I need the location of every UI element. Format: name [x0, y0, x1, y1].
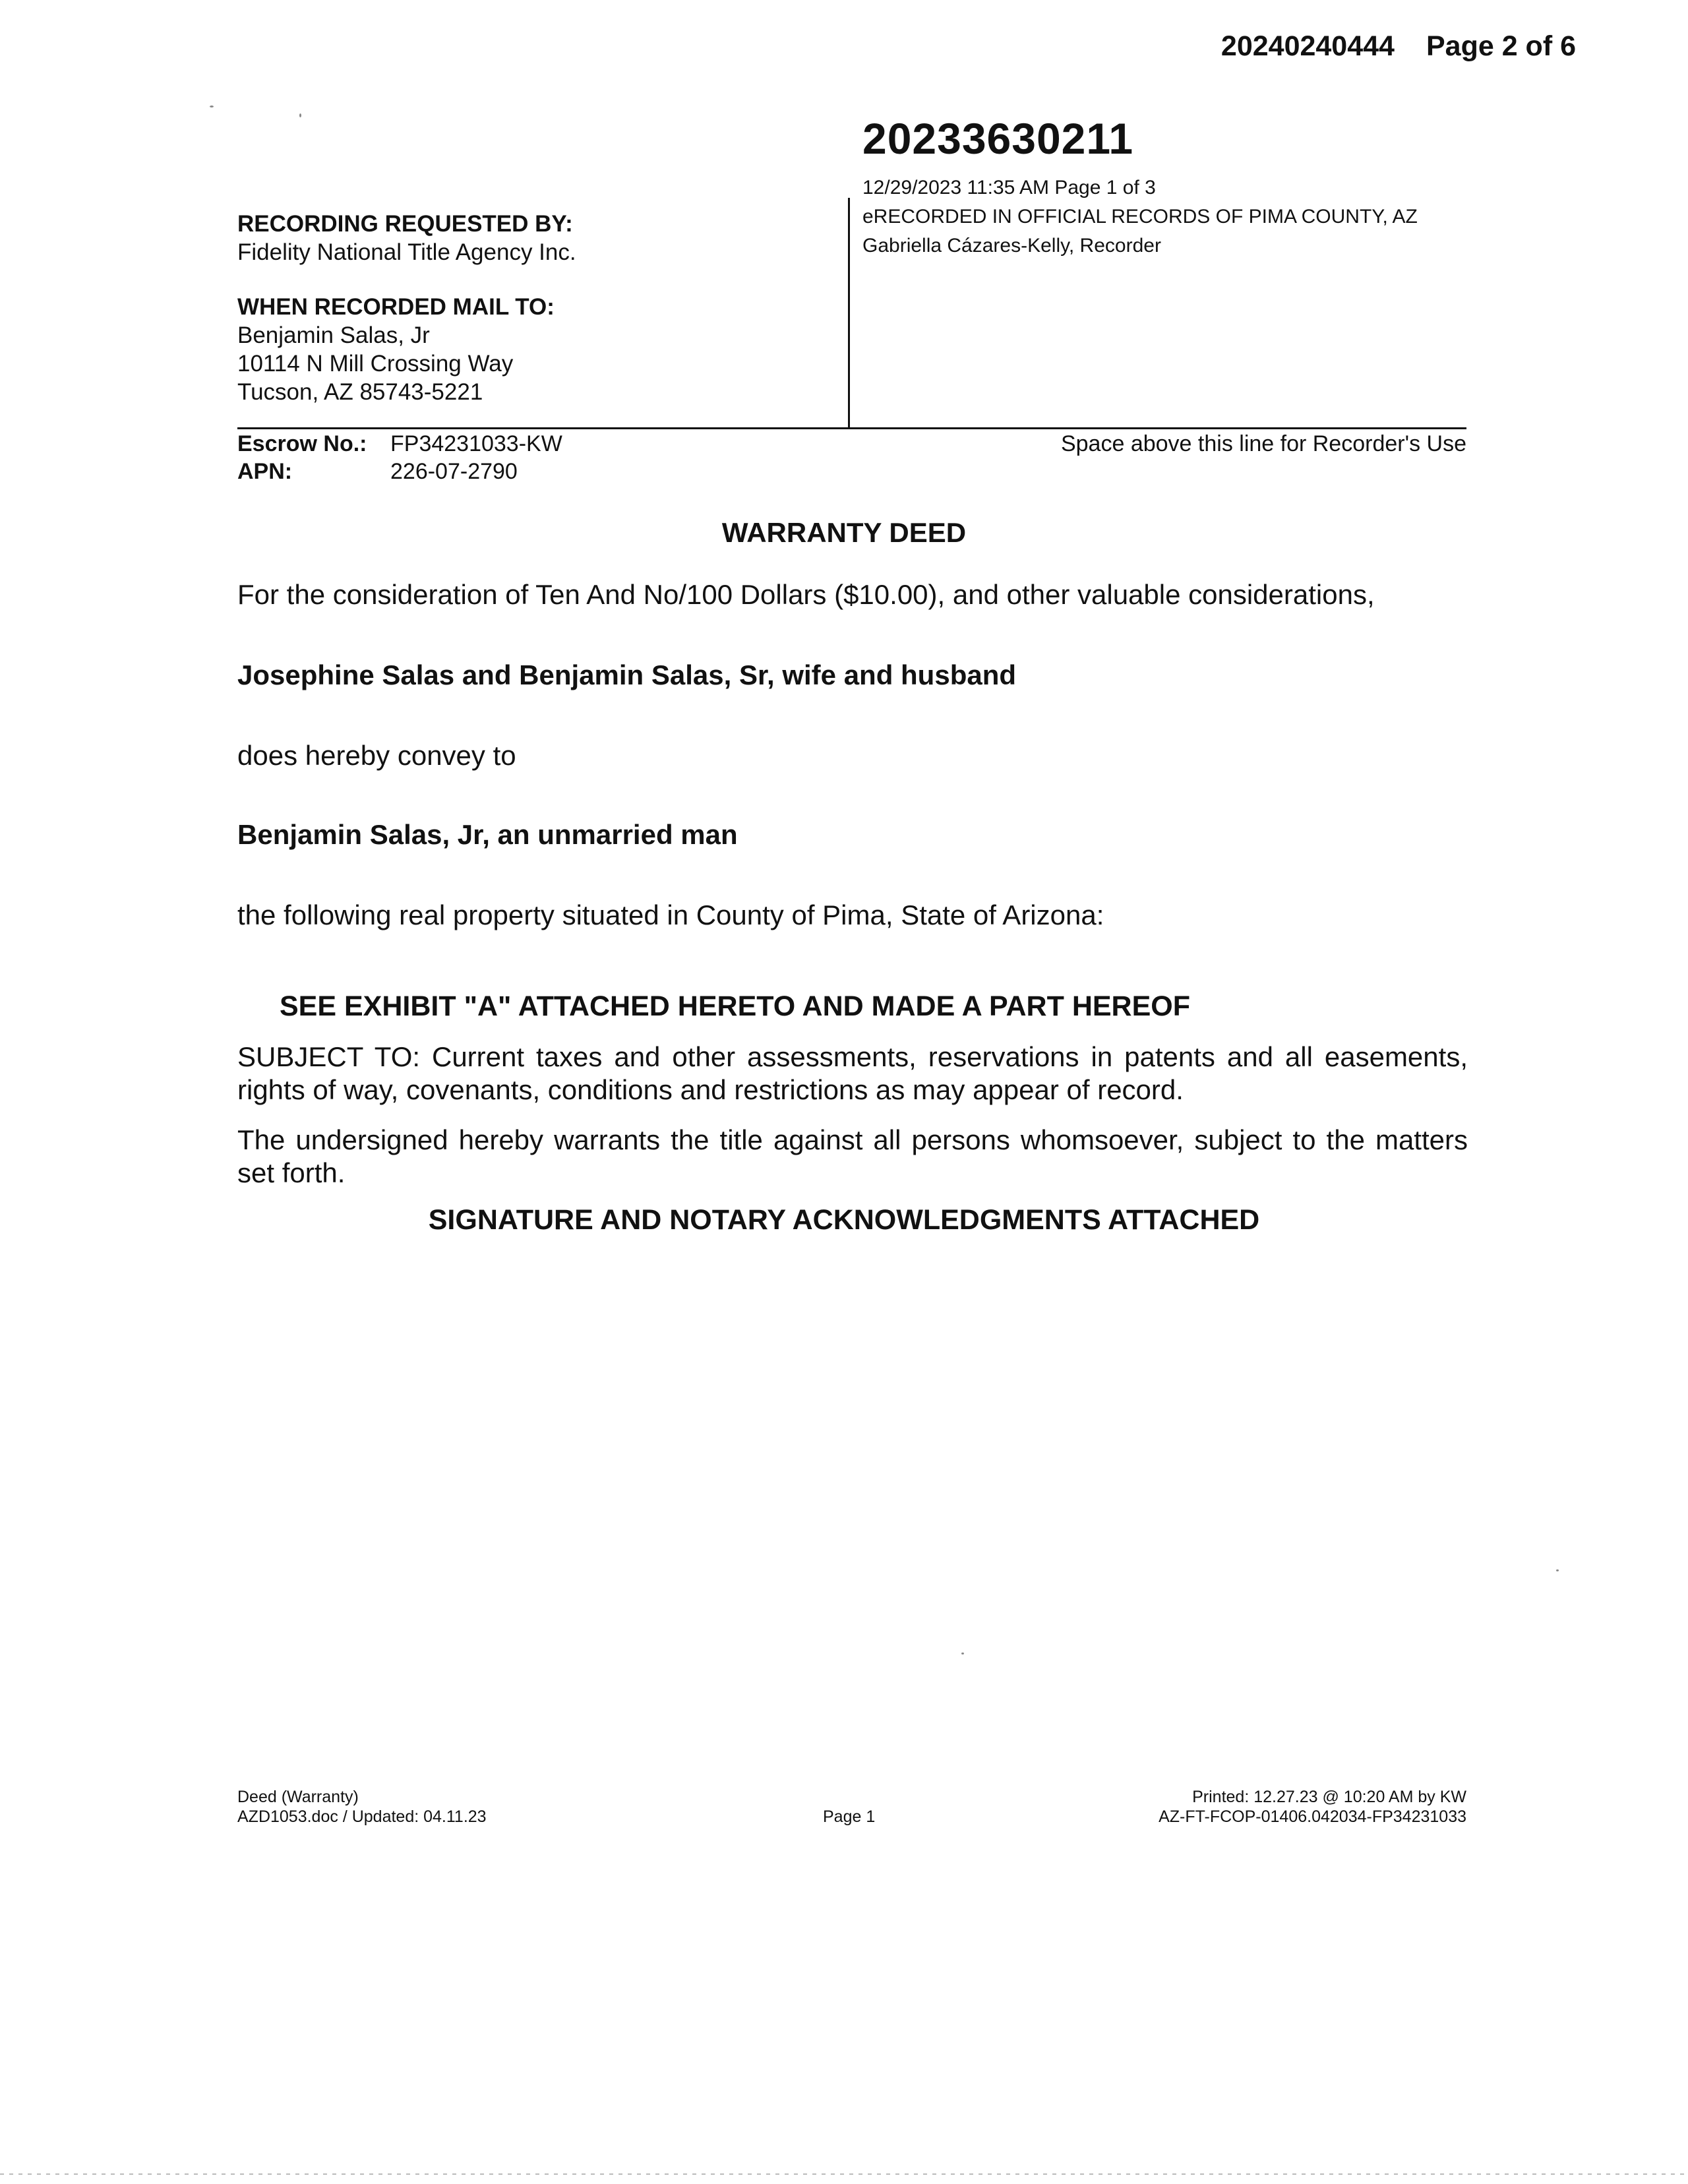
- requested-by-name: Fidelity National Title Agency Inc.: [237, 239, 576, 265]
- consideration-text: For the consideration of Ten And No/100 Dollars ($10.00), and other valuable considerations,: [237, 579, 1375, 610]
- recorder-use-line: [237, 427, 1466, 429]
- recorded-in-official-records: eRECORDED IN OFFICIAL RECORDS OF PIMA COUNTY, AZ: [862, 206, 1418, 228]
- escrow-number: FP34231033-KW: [390, 431, 562, 456]
- property-text: the following real property situated in County of Pima, State of Arizona:: [237, 899, 1104, 930]
- scan-speck: [961, 1653, 964, 1654]
- mail-to-street: 10114 N Mill Crossing Way: [237, 351, 514, 377]
- mail-to-heading: WHEN RECORDED MAIL TO:: [237, 294, 555, 320]
- recording-datetime: 12/29/2023 11:35 AM Page 1 of 3: [862, 177, 1156, 198]
- page-indicator: Page 2 of 6: [1426, 30, 1576, 62]
- recording-fee-number: 20233630211: [862, 114, 1134, 163]
- recording-requested-by: [237, 210, 576, 266]
- footer-printed: Printed: 12.27.23 @ 10:20 AM by KW: [1192, 1788, 1466, 1806]
- apn-label: APN:: [237, 459, 293, 484]
- scan-speck: [299, 113, 301, 117]
- mail-to-block: [237, 293, 555, 406]
- scan-speck: [1556, 1569, 1559, 1571]
- scan-artifact-line: [0, 2173, 1688, 2175]
- document-reference: [1221, 30, 1576, 63]
- exhibit-reference: SEE EXHIBIT "A" ATTACHED HERETO AND MADE A PART HEREOF: [280, 990, 1190, 1022]
- recorder-use-note: Space above this line for Recorder's Use: [1060, 431, 1466, 456]
- apn-number: 226-07-2790: [390, 459, 518, 484]
- escrow-label: Escrow No.:: [237, 431, 367, 456]
- scan-speck: [210, 106, 214, 107]
- county-recorder: Gabriella Cázares-Kelly, Recorder: [862, 235, 1161, 257]
- requested-by-heading: RECORDING REQUESTED BY:: [237, 211, 573, 237]
- document-number: 20240240444: [1221, 30, 1395, 62]
- convey-text: does hereby convey to: [237, 740, 516, 771]
- document-title: WARRANTY DEED: [721, 517, 967, 548]
- footer-form-file: AZD1053.doc / Updated: 04.11.23: [237, 1807, 487, 1826]
- footer-reference: AZ-FT-FCOP-01406.042034-FP34231033: [1159, 1807, 1466, 1826]
- subject-to-paragraph: SUBJECT TO: Current taxes and other assessments, reservations in patents and all easements, rights of way, covenants, conditions and restrictions as may appear of record.: [237, 1041, 1468, 1105]
- footer-print-info: [1159, 1787, 1466, 1827]
- header-divider-vertical: [848, 198, 850, 429]
- footer-page-number: Page 1: [823, 1807, 876, 1826]
- mail-to-city: Tucson, AZ 85743-5221: [237, 379, 483, 405]
- warranty-paragraph: The undersigned hereby warrants the title against all persons whomsoever, subject to the matters set forth.: [237, 1124, 1468, 1188]
- mail-to-name: Benjamin Salas, Jr: [237, 322, 430, 348]
- footer-form-info: [237, 1787, 487, 1827]
- escrow-block: [237, 430, 562, 485]
- signature-note: SIGNATURE AND NOTARY ACKNOWLEDGMENTS ATTACHED: [428, 1204, 1260, 1236]
- grantee: Benjamin Salas, Jr, an unmarried man: [237, 819, 738, 850]
- footer-form-name: Deed (Warranty): [237, 1788, 359, 1806]
- grantors: Josephine Salas and Benjamin Salas, Sr, wife and husband: [237, 659, 1017, 690]
